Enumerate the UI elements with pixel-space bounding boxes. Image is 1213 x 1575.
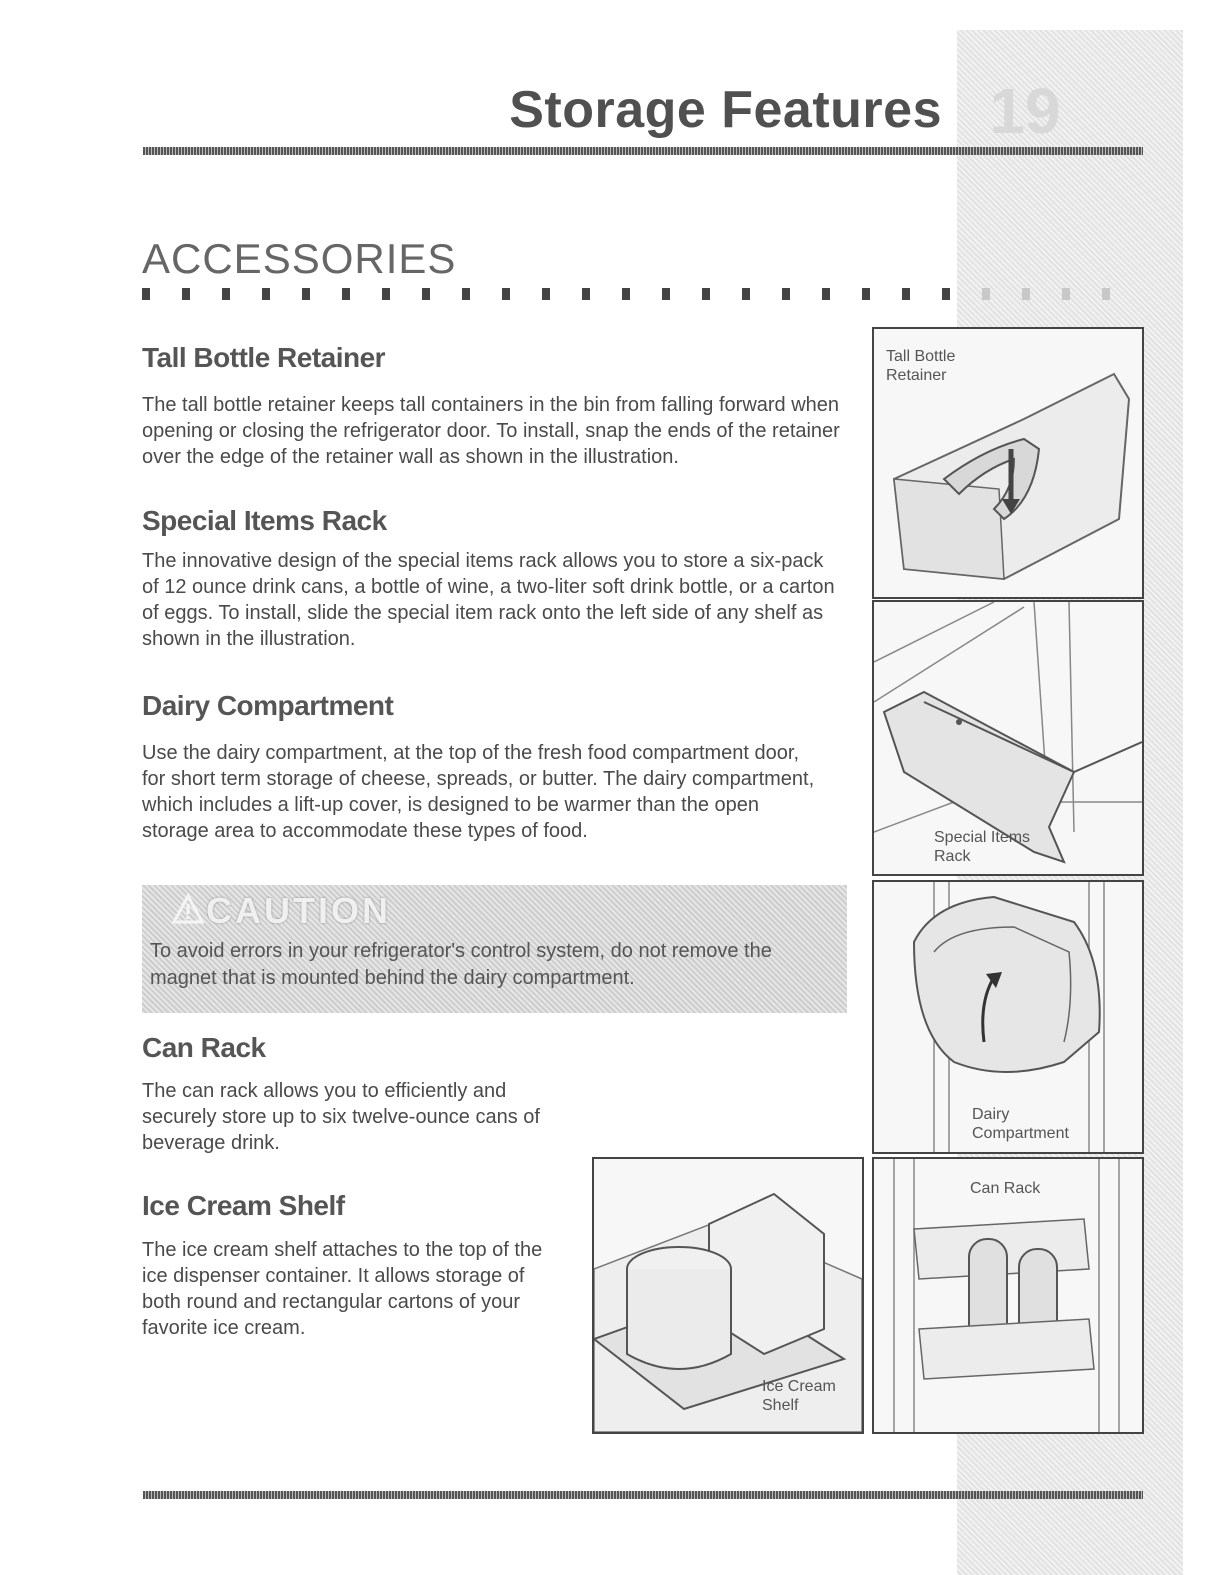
special-items-heading: Special Items Rack [142,505,387,536]
special-items-text: The innovative design of the special items rack allows you to store a six-pack of 12 ounce drink cans, a bottle of wine, a two-liter soft drink bottle, or a carton of eggs. To install, slide the special item rack onto the left side of any shelf as shown in the illustration. [142,550,835,650]
can-rack-text: The can rack allows you to efficiently and securely store up to six twelve-ounce cans of beverage drink. [142,1080,540,1154]
ice-cream-figure [592,1157,864,1434]
page-title: Storage Features [509,81,942,139]
special-items-figure [872,600,1144,876]
can-rack-figure [872,1157,1144,1434]
top-rule [143,147,1143,155]
dairy-heading: Dairy Compartment [142,690,394,721]
tall-bottle-figure [872,327,1144,599]
caution-text: To avoid errors in your refrigerator's control system, do not remove the magnet that is mounted behind the dairy compartment. [150,940,772,989]
tall-bottle-label: Tall Bottle Retainer [886,348,956,384]
dairy-figure [872,880,1144,1154]
bottom-rule [143,1491,1143,1499]
tall-bottle-text: The tall bottle retainer keeps tall containers in the bin from falling forward when opening or closing the refrigerator door. To install, snap the ends of the retainer over the edge of the retainer wall as shown in the illustration. [142,394,840,468]
tall-bottle-heading: Tall Bottle Retainer [142,342,386,373]
section-title: ACCESSORIES [142,235,457,282]
dairy-label: Dairy Compartment [972,1106,1069,1142]
dairy-text: Use the dairy compartment, at the top of the fresh food compartment door, for short term storage of cheese, spreads, or butter. The dairy compartment, which includes a lift-up cover, is designed to be warmer than the open storage area to accommodate these types of food. [142,742,815,842]
caution-title: CAUTION [206,890,391,931]
page-number: 19 [989,75,1061,147]
ice-cream-label: Ice Cream Shelf [762,1378,836,1414]
can-rack-label: Can Rack [970,1180,1041,1197]
dotted-divider-light [982,288,1142,300]
ice-cream-text: The ice cream shelf attaches to the top of the ice dispenser container. It allows storage of both round and rectangular cartons of your favorite ice cream. [142,1239,543,1339]
warning-icon [172,893,204,925]
can-rack-heading: Can Rack [142,1032,266,1063]
special-items-label: Special Items Rack [934,829,1031,865]
ice-cream-heading: Ice Cream Shelf [142,1190,345,1221]
